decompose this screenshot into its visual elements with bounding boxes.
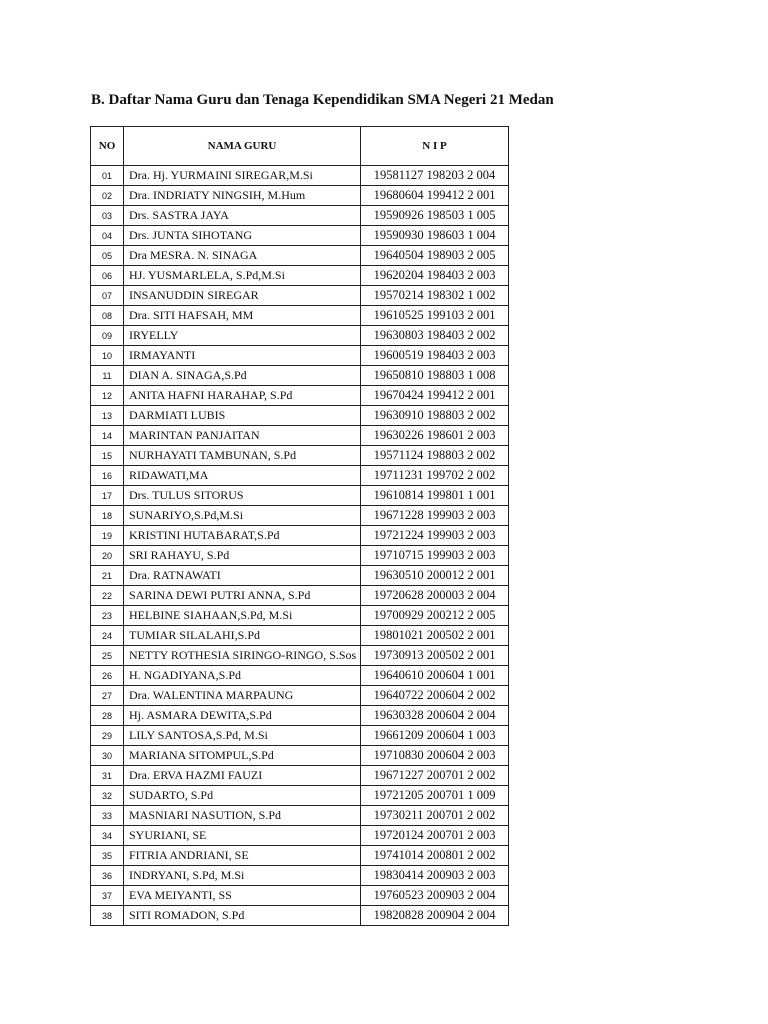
cell-no: 33 xyxy=(91,806,124,826)
cell-nip: 19671227 200701 2 002 xyxy=(361,766,509,786)
cell-name: MARIANA SITOMPUL,S.Pd xyxy=(124,746,361,766)
table-row xyxy=(91,746,509,766)
cell-no: 23 xyxy=(91,606,124,626)
cell-nip: 19630328 200604 2 004 xyxy=(361,706,509,726)
table-row xyxy=(91,886,509,906)
table-row xyxy=(91,226,509,246)
cell-name: SUDARTO, S.Pd xyxy=(124,786,361,806)
table-row xyxy=(91,766,509,786)
table-row xyxy=(91,206,509,226)
cell-no: 25 xyxy=(91,646,124,666)
cell-no: 10 xyxy=(91,346,124,366)
cell-no: 08 xyxy=(91,306,124,326)
cell-no: 28 xyxy=(91,706,124,726)
cell-nip: 19710715 199903 2 003 xyxy=(361,546,509,566)
cell-nip: 19700929 200212 2 005 xyxy=(361,606,509,626)
cell-nip: 19680604 199412 2 001 xyxy=(361,186,509,206)
cell-name: Dra. SITI HAFSAH, MM xyxy=(124,306,361,326)
cell-name: INSANUDDIN SIREGAR xyxy=(124,286,361,306)
table-row xyxy=(91,566,509,586)
cell-nip: 19741014 200801 2 002 xyxy=(361,846,509,866)
cell-no: 19 xyxy=(91,526,124,546)
cell-no: 16 xyxy=(91,466,124,486)
cell-no: 13 xyxy=(91,406,124,426)
table-row xyxy=(91,366,509,386)
table-row xyxy=(91,826,509,846)
cell-no: 18 xyxy=(91,506,124,526)
table-header-row xyxy=(91,127,509,166)
cell-nip: 19730913 200502 2 001 xyxy=(361,646,509,666)
cell-name: H. NGADIYANA,S.Pd xyxy=(124,666,361,686)
cell-nip: 19711231 199702 2 002 xyxy=(361,466,509,486)
cell-no: 11 xyxy=(91,366,124,386)
cell-no: 38 xyxy=(91,906,124,926)
document-title: B. Daftar Nama Guru dan Tenaga Kependidikan SMA Negeri 21 Medan xyxy=(91,92,554,108)
cell-nip: 19670424 199412 2 001 xyxy=(361,386,509,406)
cell-nip: 19571124 198803 2 002 xyxy=(361,446,509,466)
cell-nip: 19630510 200012 2 001 xyxy=(361,566,509,586)
table-row xyxy=(91,526,509,546)
table-row xyxy=(91,386,509,406)
cell-no: 07 xyxy=(91,286,124,306)
cell-name: IRYELLY xyxy=(124,326,361,346)
cell-no: 05 xyxy=(91,246,124,266)
cell-name: Drs. TULUS SITORUS xyxy=(124,486,361,506)
table-row xyxy=(91,786,509,806)
table-row xyxy=(91,406,509,426)
cell-name: SUNARIYO,S.Pd,M.Si xyxy=(124,506,361,526)
cell-name: Drs. SASTRA JAYA xyxy=(124,206,361,226)
cell-name: INDRYANI, S.Pd, M.Si xyxy=(124,866,361,886)
cell-name: Hj. ASMARA DEWITA,S.Pd xyxy=(124,706,361,726)
cell-no: 26 xyxy=(91,666,124,686)
table-row xyxy=(91,906,509,926)
cell-nip: 19710830 200604 2 003 xyxy=(361,746,509,766)
cell-nip: 19630910 198803 2 002 xyxy=(361,406,509,426)
cell-nip: 19570214 198302 1 002 xyxy=(361,286,509,306)
table-row xyxy=(91,266,509,286)
cell-name: HJ. YUSMARLELA, S.Pd,M.Si xyxy=(124,266,361,286)
header-name: NAMA GURU xyxy=(124,127,361,166)
cell-no: 37 xyxy=(91,886,124,906)
cell-name: NETTY ROTHESIA SIRINGO-RINGO, S.Sos xyxy=(124,646,361,666)
cell-nip: 19760523 200903 2 004 xyxy=(361,886,509,906)
cell-name: MASNIARI NASUTION, S.Pd xyxy=(124,806,361,826)
cell-name: EVA MEIYANTI, SS xyxy=(124,886,361,906)
table-row xyxy=(91,246,509,266)
table-row xyxy=(91,546,509,566)
table-row xyxy=(91,706,509,726)
cell-no: 09 xyxy=(91,326,124,346)
cell-name: IRMAYANTI xyxy=(124,346,361,366)
cell-no: 15 xyxy=(91,446,124,466)
table-row xyxy=(91,166,509,186)
cell-no: 35 xyxy=(91,846,124,866)
table-row xyxy=(91,626,509,646)
table-row xyxy=(91,186,509,206)
cell-name: Dra. INDRIATY NINGSIH, M.Hum xyxy=(124,186,361,206)
cell-no: 03 xyxy=(91,206,124,226)
cell-no: 30 xyxy=(91,746,124,766)
cell-nip: 19650810 198803 1 008 xyxy=(361,366,509,386)
cell-name: SRI RAHAYU, S.Pd xyxy=(124,546,361,566)
cell-nip: 19610814 199801 1 001 xyxy=(361,486,509,506)
cell-nip: 19630226 198601 2 003 xyxy=(361,426,509,446)
cell-nip: 19671228 199903 2 003 xyxy=(361,506,509,526)
table-row xyxy=(91,586,509,606)
cell-no: 04 xyxy=(91,226,124,246)
cell-nip: 19721205 200701 1 009 xyxy=(361,786,509,806)
table-row xyxy=(91,686,509,706)
cell-name: MARINTAN PANJAITAN xyxy=(124,426,361,446)
cell-nip: 19600519 198403 2 003 xyxy=(361,346,509,366)
cell-no: 12 xyxy=(91,386,124,406)
table-row xyxy=(91,806,509,826)
cell-name: DARMIATI LUBIS xyxy=(124,406,361,426)
cell-no: 21 xyxy=(91,566,124,586)
table-row xyxy=(91,506,509,526)
cell-nip: 19581127 198203 2 004 xyxy=(361,166,509,186)
cell-nip: 19730211 200701 2 002 xyxy=(361,806,509,826)
table-row xyxy=(91,426,509,446)
cell-name: DIAN A. SINAGA,S.Pd xyxy=(124,366,361,386)
table-row xyxy=(91,846,509,866)
cell-nip: 19640610 200604 1 001 xyxy=(361,666,509,686)
cell-no: 36 xyxy=(91,866,124,886)
cell-nip: 19640722 200604 2 002 xyxy=(361,686,509,706)
cell-nip: 19610525 199103 2 001 xyxy=(361,306,509,326)
table-row xyxy=(91,646,509,666)
cell-name: RIDAWATI,MA xyxy=(124,466,361,486)
cell-name: TUMIAR SILALAHI,S.Pd xyxy=(124,626,361,646)
cell-name: ANITA HAFNI HARAHAP, S.Pd xyxy=(124,386,361,406)
teacher-table xyxy=(90,126,509,926)
cell-name: HELBINE SIAHAAN,S.Pd, M.Si xyxy=(124,606,361,626)
table-row xyxy=(91,346,509,366)
cell-name: SARINA DEWI PUTRI ANNA, S.Pd xyxy=(124,586,361,606)
cell-name: Dra MESRA. N. SINAGA xyxy=(124,246,361,266)
table-body xyxy=(91,166,509,926)
cell-name: Dra. RATNAWATI xyxy=(124,566,361,586)
table-row xyxy=(91,666,509,686)
cell-no: 29 xyxy=(91,726,124,746)
header-no: NO xyxy=(91,127,124,166)
cell-nip: 19661209 200604 1 003 xyxy=(361,726,509,746)
cell-no: 27 xyxy=(91,686,124,706)
table-row xyxy=(91,466,509,486)
cell-no: 17 xyxy=(91,486,124,506)
cell-nip: 19590930 198603 1 004 xyxy=(361,226,509,246)
cell-no: 34 xyxy=(91,826,124,846)
header-nip: N I P xyxy=(361,127,509,166)
cell-name: SYURIANI, SE xyxy=(124,826,361,846)
cell-nip: 19830414 200903 2 003 xyxy=(361,866,509,886)
cell-name: Dra. Hj. YURMAINI SIREGAR,M.Si xyxy=(124,166,361,186)
cell-name: FITRIA ANDRIANI, SE xyxy=(124,846,361,866)
table-row xyxy=(91,326,509,346)
cell-no: 14 xyxy=(91,426,124,446)
cell-nip: 19640504 198903 2 005 xyxy=(361,246,509,266)
cell-nip: 19590926 198503 1 005 xyxy=(361,206,509,226)
cell-no: 20 xyxy=(91,546,124,566)
cell-name: Dra. WALENTINA MARPAUNG xyxy=(124,686,361,706)
cell-name: LILY SANTOSA,S.Pd, M.Si xyxy=(124,726,361,746)
cell-no: 06 xyxy=(91,266,124,286)
table-row xyxy=(91,726,509,746)
cell-name: Dra. ERVA HAZMI FAUZI xyxy=(124,766,361,786)
cell-no: 02 xyxy=(91,186,124,206)
table-row xyxy=(91,486,509,506)
cell-nip: 19820828 200904 2 004 xyxy=(361,906,509,926)
cell-no: 22 xyxy=(91,586,124,606)
cell-nip: 19801021 200502 2 001 xyxy=(361,626,509,646)
table-row xyxy=(91,306,509,326)
table-row xyxy=(91,866,509,886)
table-row xyxy=(91,286,509,306)
cell-name: NURHAYATI TAMBUNAN, S.Pd xyxy=(124,446,361,466)
cell-no: 01 xyxy=(91,166,124,186)
cell-nip: 19620204 198403 2 003 xyxy=(361,266,509,286)
cell-nip: 19721224 199903 2 003 xyxy=(361,526,509,546)
cell-nip: 19720124 200701 2 003 xyxy=(361,826,509,846)
cell-name: Drs. JUNTA SIHOTANG xyxy=(124,226,361,246)
cell-no: 31 xyxy=(91,766,124,786)
table-row xyxy=(91,606,509,626)
cell-no: 24 xyxy=(91,626,124,646)
cell-nip: 19720628 200003 2 004 xyxy=(361,586,509,606)
cell-no: 32 xyxy=(91,786,124,806)
table-row xyxy=(91,446,509,466)
cell-name: SITI ROMADON, S.Pd xyxy=(124,906,361,926)
cell-name: KRISTINI HUTABARAT,S.Pd xyxy=(124,526,361,546)
cell-nip: 19630803 198403 2 002 xyxy=(361,326,509,346)
